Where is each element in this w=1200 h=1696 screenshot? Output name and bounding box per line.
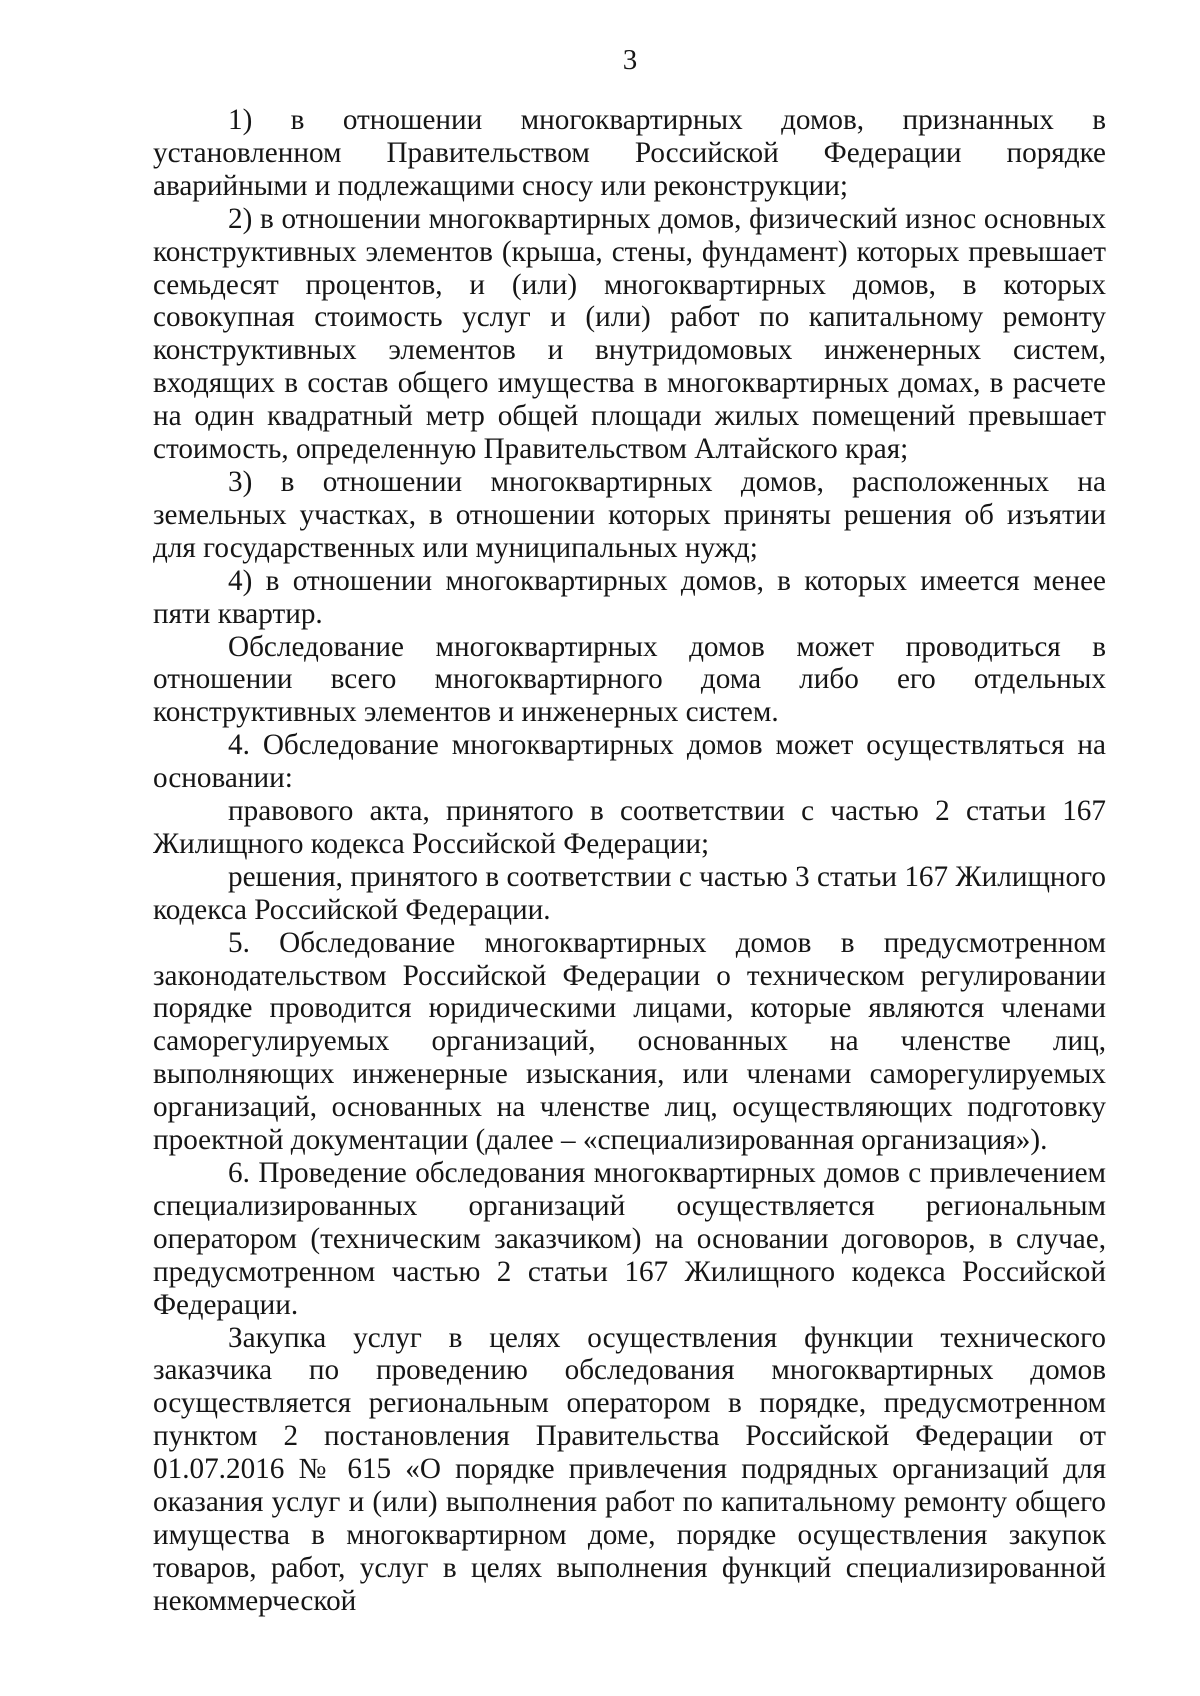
paragraph-procurement: Закупка услуг в целях осуществления функции технического заказчика по проведению обследования многоквартирных домов осуществляется региональным оператором в порядке, предусмотренном пунктом 2 постановления Правительства Российской Федерации от 01.07.2016 № 615 «О порядке привлечения подрядных организаций для оказания услуг и (или) выполнения работ по капитальному ремонту общего имущества в многоквартирном доме, порядке осуществления закупок товаров, работ, услуг в целях выполнения функций специализированной некоммерческой <box>153 1321 1106 1617</box>
paragraph-item-4: 4) в отношении многоквартирных домов, в которых имеется менее пяти квартир. <box>153 564 1106 630</box>
paragraph-clause-6: 6. Проведение обследования многоквартирных домов с привлечением специализированных организаций осуществляется региональным оператором (техническим заказчиком) на основании договоров, в случае, предусмотренном частью 2 статьи 167 Жилищного кодекса Российской Федерации. <box>153 1157 1106 1321</box>
paragraph-basis-decision: решения, принятого в соответствии с частью 3 статьи 167 Жилищного кодекса Российской Федерации. <box>153 860 1106 926</box>
paragraph-item-2: 2) в отношении многоквартирных домов, физический износ основных конструктивных элементов (крыша, стены, фундамент) которых превышает семьдесят процентов, и (или) многоквартирных домов, в которых совокупная стоимость услуг и (или) работ по капитальному ремонту конструктивных элементов и внутридомовых инженерных систем, входящих в состав общего имущества в многоквартирных домах, в расчете на один квадратный метр общей площади жилых помещений превышает стоимость, определенную Правительством Алтайского края; <box>153 202 1106 466</box>
paragraph-clause-4: 4. Обследование многоквартирных домов может осуществляться на основании: <box>153 729 1106 795</box>
paragraph-clause-5: 5. Обследование многоквартирных домов в предусмотренном законодательством Российской Федерации о техническом регулировании порядке проводится юридическими лицами, которые являются членами саморегулируемых организаций, основанных на членстве лиц, выполняющих инженерные изыскания, или членами саморегулируемых организаций, основанных на членстве лиц, осуществляющих подготовку проектной документации (далее – «специализированная организация»). <box>153 926 1106 1157</box>
paragraph-basis-legal-act: правового акта, принятого в соответствии с частью 2 статьи 167 Жилищного кодекса Российской Федерации; <box>153 795 1106 860</box>
document-body <box>153 104 1106 1618</box>
paragraph-item-3: 3) в отношении многоквартирных домов, расположенных на земельных участках, в отношении которых приняты решения об изъятии для государственных или муниципальных нужд; <box>153 465 1106 564</box>
paragraph-item-1: 1) в отношении многоквартирных домов, признанных в установленном Правительством Российской Федерации порядке аварийными и подлежащими сносу или реконструкции; <box>153 104 1106 202</box>
page-number: 3 <box>622 44 638 76</box>
paragraph-survey-scope: Обследование многоквартирных домов может проводиться в отношении всего многоквартирного дома либо его отдельных конструктивных элементов и инженерных систем. <box>153 630 1106 729</box>
